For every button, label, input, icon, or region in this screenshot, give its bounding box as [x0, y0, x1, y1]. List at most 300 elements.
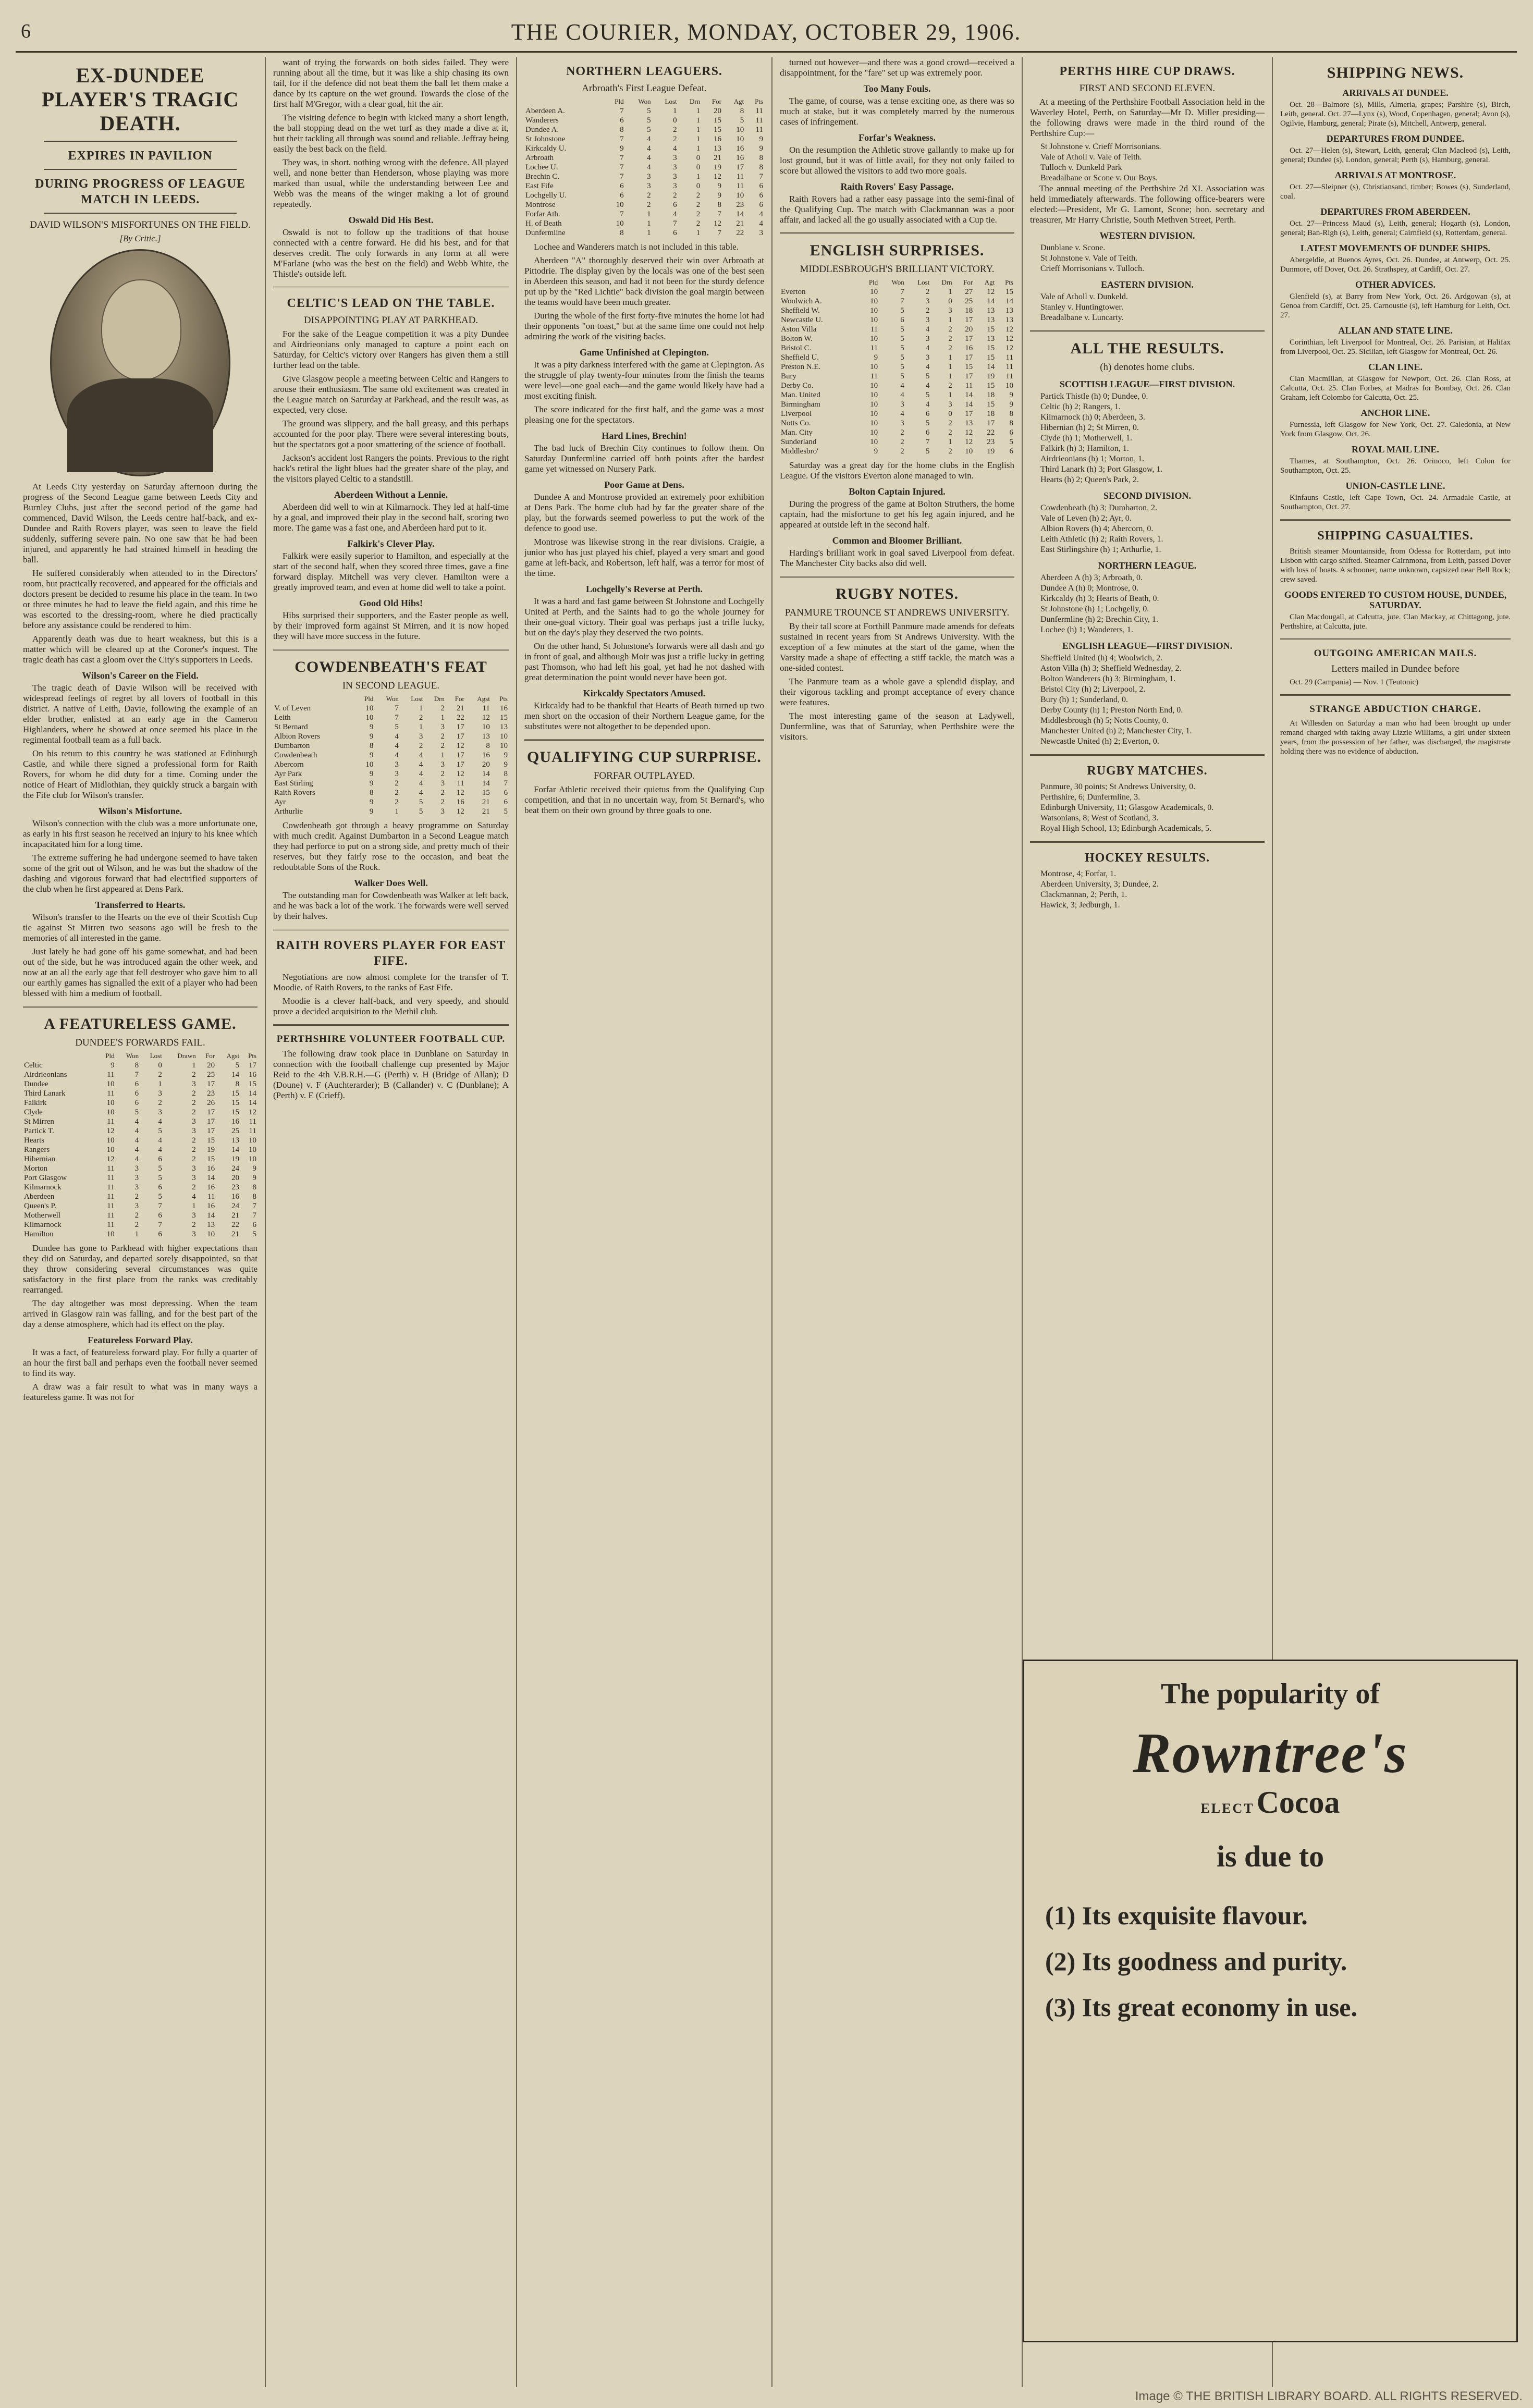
table-cell: 2 [192, 1071, 196, 1079]
table-cell: 17 [456, 723, 464, 731]
list-item: Dunblane v. Scone. [1040, 243, 1106, 252]
article-paragraph: The visiting defence to begin with kicked many a short length, the ball stopping dead on the wet turf as they made a dive at it, but their tackling all through was sound and reliable. Jeffray being easily the best back on the field. [273, 113, 509, 154]
table-cell: 5 [647, 116, 651, 125]
article-paragraph: For the sake of the League competition it was a pity Dundee and Airdrieonians only managed to capture a point each on Saturday, for Celtic's victory over Rangers has given them a still further lead on the table. [273, 329, 509, 370]
list-item: Bolton Wanderers (h) 3; Birmingham, 1. [1040, 674, 1176, 683]
table-cell: Bury [781, 372, 796, 380]
table-row [524, 210, 764, 219]
table-cell: 14 [482, 770, 490, 778]
table-cell: 9 [369, 779, 374, 788]
article-paragraph: Raith Rovers had a rather easy passage into the semi-final of the Qualifying Cup. The match with Clackmannan was a poor affair, and lacked all the go usually associated with a Cup tie. [780, 194, 1014, 225]
article-paragraph: On the other hand, St Johnstone's forwards were all dash and go in front of goal, and although Moir was just a trifle lucky in getting past Thomson, who had left his goal, yet had he not dashed with great determination the point would never have been got. [524, 641, 764, 682]
table-cell: 3 [900, 419, 904, 427]
table-row [780, 390, 1014, 400]
table-cell: 7 [504, 779, 508, 788]
table-cell: 4 [925, 363, 930, 371]
table-cell: 11 [1005, 353, 1013, 362]
table-cell: 2 [900, 428, 904, 437]
table-cell: 9 [1009, 391, 1013, 399]
table-cell: 20 [965, 325, 973, 334]
list-item: Aston Villa (h) 3; Sheffield Wednesday, 2. [1040, 664, 1182, 673]
article-paragraph: The most interesting game of the season at Ladywell, Dunfermline, was that of Saturday, when Perthshire were the visitors. [780, 711, 1014, 742]
table-cell: 15 [231, 1099, 240, 1107]
table-cell: 8 [620, 229, 624, 237]
headline-shipping: SHIPPING NEWS. [1327, 64, 1464, 81]
table-cell: 5 [235, 1061, 240, 1070]
list-item: Hearts (h) 2; Queen's Park, 2. [1040, 475, 1139, 484]
table-cell: 3 [192, 1127, 196, 1135]
table-cell: 20 [482, 760, 490, 769]
table-cell: 11 [107, 1117, 115, 1126]
table-cell: Sheffield U. [781, 353, 819, 362]
table-row [780, 419, 1014, 428]
table-cell: 4 [759, 219, 763, 228]
table-cell: 23 [207, 1089, 215, 1098]
list-item: Vale of Atholl v. Dunkeld. [1040, 292, 1128, 301]
table-row [780, 325, 1014, 334]
table-cell: 10 [500, 732, 508, 741]
table-cell: 6 [1009, 447, 1013, 456]
table-cell: 21 [482, 798, 490, 806]
table-cell: 14 [965, 391, 973, 399]
subheading: ROYAL MAIL LINE. [1352, 444, 1439, 454]
subheading: Wilson's Misfortune. [98, 806, 182, 816]
table-cell: 1 [696, 144, 701, 153]
table-cell: 7 [620, 135, 624, 143]
table-row [273, 751, 509, 760]
subheading: Featureless Forward Play. [88, 1335, 193, 1345]
table-cell: 2 [134, 1211, 139, 1220]
table-cell: 10 [106, 1136, 115, 1145]
table-cell: 5 [900, 344, 904, 352]
list-item: Vale of Leven (h) 2; Ayr, 0. [1040, 514, 1132, 523]
league-table-english [780, 278, 1014, 456]
table-cell: 5 [900, 335, 904, 343]
headline-raith: RAITH ROVERS PLAYER FOR EAST FIFE. [276, 939, 506, 968]
list-item: East Stirlingshire (h) 1; Arthurlie, 1. [1040, 545, 1161, 554]
list-item: Perthshire, 6; Dunfermline, 3. [1040, 793, 1140, 802]
table-cell: 17 [965, 335, 973, 343]
list-item: Royal High School, 13; Edinburgh Academicals, 5. [1040, 824, 1212, 833]
table-cell: 3 [925, 316, 930, 324]
article-paragraph: Montrose was likewise strong in the rear divisions. Craigie, a junior who has just played his chief, played a very smart and good game at left-back, and Robertson, left half, was a terror for most of the time. [524, 537, 764, 578]
article-paragraph: During the progress of the game at Bolton Struthers, the home captain, had the misfortune to get his leg again injured, and he appeared at outside left in the second half. [780, 499, 1014, 530]
table-cell: Middlesbro' [781, 447, 818, 456]
table-cell: 5 [900, 306, 904, 315]
headline-perthshire-cup: PERTHS HIRE CUP DRAWS. [1059, 65, 1235, 78]
ad-point: (2) Its goodness and purity. [1045, 1947, 1347, 1976]
headline-celtic: CELTIC'S LEAD ON THE TABLE. [287, 297, 495, 310]
table-cell: 13 [231, 1136, 240, 1145]
table-cell: 6 [134, 1099, 139, 1107]
table-row [780, 297, 1014, 306]
table-cell: 1 [696, 173, 701, 181]
table-header: For [205, 1052, 215, 1060]
table-cell: 6 [673, 229, 677, 237]
table-cell: 2 [192, 1089, 196, 1098]
table-cell: Hamilton [24, 1230, 54, 1238]
headline-northern: NORTHERN LEAGUERS. [566, 65, 722, 78]
article-paragraph: Wilson's transfer to the Hearts on the eve of their Scottish Cup tie against St Mirren two seasons ago will be fresh to the memories of all interested in the game. [23, 912, 257, 943]
table-cell: 3 [192, 1164, 196, 1173]
table-cell: 8 [759, 154, 763, 162]
table-cell: Rangers [24, 1146, 50, 1154]
subheading: Walker Does Well. [354, 878, 428, 888]
table-cell: 10 [870, 306, 878, 315]
subheading: Poor Game at Dens. [604, 480, 684, 490]
subheading: Good Old Hibs! [359, 598, 423, 608]
article-paragraph: Hibs surprised their supporters, and the Easter people as well, by their improved form against St Mirren, and it is now hoped they will have more success in the future. [273, 610, 509, 641]
ad-brand-rowntree: Rowntree's [1133, 1721, 1408, 1785]
table-row [273, 797, 509, 807]
table-cell: 13 [965, 419, 973, 427]
table-cell: 8 [1009, 410, 1013, 418]
table-cell: 4 [900, 382, 904, 390]
table-cell: 4 [158, 1136, 162, 1145]
table-row [524, 219, 764, 228]
table-cell: 16 [482, 751, 490, 759]
table-row [23, 1126, 257, 1136]
table-cell: 1 [419, 704, 423, 712]
table-cell: 7 [158, 1202, 162, 1210]
table-cell: 2 [948, 344, 952, 352]
table-cell: 2 [440, 789, 445, 797]
table-cell: 7 [900, 288, 904, 296]
list-item: Tulloch v. Dunkeld Park [1040, 163, 1122, 172]
table-cell: 10 [736, 191, 744, 200]
deck: MIDDLESBROUGH'S BRILLIANT VICTORY. [800, 264, 995, 275]
table-cell: 5 [647, 107, 651, 115]
table-cell: 19 [987, 372, 995, 380]
table-row [524, 228, 764, 238]
table-cell: 6 [620, 116, 624, 125]
table-cell: 16 [736, 154, 744, 162]
table-cell: 5 [252, 1230, 256, 1238]
table-cell: 5 [925, 419, 930, 427]
table-row [23, 1117, 257, 1126]
shipping-item: Thames, at Southampton, Oct. 26. Orinoco, left Colon for Southampton, Oct. 25. [1280, 457, 1511, 475]
table-cell: 3 [395, 760, 399, 769]
table-cell: 23 [231, 1183, 240, 1191]
table-cell: 3 [440, 723, 445, 731]
table-cell: 8 [486, 742, 490, 750]
table-row [780, 362, 1014, 372]
table-cell: 5 [925, 372, 930, 380]
table-cell: 4 [192, 1193, 196, 1201]
shipping-item: Oct. 28—Balmore (s), Mills, Almeria, grapes; Parshire (s), Birch, Leith, general. Oct. 27—Lynx (s), Wood, Copenhagen, general; Avon (s), Ogilvie, Hamburg, general; Pirate (s), Mitchell, Antwerp, general. [1280, 101, 1511, 128]
table-cell: 12 [456, 742, 464, 750]
table-row [23, 1183, 257, 1192]
table-header: Lost [665, 97, 677, 105]
table-cell: 7 [134, 1071, 139, 1079]
results-list [1030, 391, 1265, 485]
table-cell: 4 [419, 751, 423, 759]
table-cell: 17 [207, 1108, 215, 1116]
table-cell: 2 [948, 382, 952, 390]
table-cell: 0 [696, 154, 701, 162]
table-cell: 14 [249, 1099, 256, 1107]
table-cell: 14 [207, 1211, 215, 1220]
table-cell: 11 [736, 173, 744, 181]
shipping-item: Glenfield (s), at Barry from New York, Oct. 26. Ardgowan (s), at Genoa from Cardiff, Oct. 25. Carnoustie (s), left Hamburg for Leith, Oct. 27. [1280, 292, 1511, 320]
table-cell: 9 [874, 447, 878, 456]
shipping-item: British steamer Mountainside, from Odessa for Rotterdam, put into Lisbon with cargo shifted. Steamer Cairnmona, from Leith, passed Dover with loss of boats. A schooner, name unknown, capsized near Bell Rock; crew saved. [1280, 547, 1511, 584]
table-cell: 12 [713, 173, 721, 181]
article-paragraph: Apparently death was due to heart weakness, but this is a matter which will be cleared up at the Coroner's inquest. The tragic death has cast a gloom over the City's supporters in Leeds. [23, 634, 257, 665]
deck: DURING PROGRESS OF LEAGUE MATCH IN LEEDS. [35, 177, 246, 206]
table-cell: 5 [419, 807, 423, 816]
table-cell: 3 [948, 400, 952, 409]
table-row [23, 1211, 257, 1220]
list-item: St Johnstone v. Crieff Morrisonians. [1040, 142, 1161, 151]
table-cell: Notts Co. [781, 419, 811, 427]
table-row [273, 713, 509, 722]
results-list [1030, 653, 1265, 747]
table-cell: 3 [673, 154, 677, 162]
table-cell: 13 [987, 306, 995, 315]
table-cell: Dundee [24, 1080, 48, 1088]
table-header [780, 278, 859, 287]
table-cell: 10 [106, 1108, 115, 1116]
table-cell: 14 [249, 1089, 256, 1098]
results-list [1030, 503, 1265, 555]
shipping-item: Abergeldie, at Buenos Ayres, Oct. 26. Dundee, at Antwerp, Oct. 25. Dunmore, off Dover, Oct. 26. Strathspey, at Cardiff, Oct. 27. [1280, 256, 1511, 274]
table-cell: 8 [369, 742, 374, 750]
table-cell: 10 [365, 704, 374, 712]
table-row [780, 437, 1014, 447]
table-cell: 21 [482, 807, 490, 816]
league-table-northern [524, 97, 764, 238]
table-header: Lost [917, 278, 930, 286]
table-cell: 12 [965, 438, 973, 446]
masthead [16, 15, 1517, 53]
table-cell: 6 [759, 182, 763, 190]
table-header: Won [126, 1052, 139, 1060]
table-cell: 4 [900, 410, 904, 418]
table-row [23, 1173, 257, 1183]
table-header: Agt [733, 97, 744, 105]
column-1 [16, 57, 265, 2387]
table-cell: 6 [900, 316, 904, 324]
deck: DISAPPOINTING PLAY AT PARKHEAD. [303, 315, 479, 326]
table-cell: 3 [948, 306, 952, 315]
table-cell: 4 [158, 1117, 162, 1126]
table-cell: 1 [696, 135, 701, 143]
subheading: Wilson's Career on the Field. [82, 670, 199, 681]
table-cell: Hibernian [24, 1155, 55, 1163]
table-row [780, 353, 1014, 362]
table-cell: 14 [231, 1071, 240, 1079]
list-item: Hawick, 3; Jedburgh, 1. [1040, 901, 1120, 910]
table-cell: 11 [736, 182, 744, 190]
subheading: Too Many Fouls. [863, 83, 931, 94]
table-cell: 2 [158, 1099, 162, 1107]
headline-perthshire-volunteer: PERTHSHIRE VOLUNTEER FOOTBALL CUP. [276, 1034, 506, 1045]
table-row [780, 306, 1014, 315]
table-cell: 6 [158, 1230, 162, 1238]
table-header: Won [386, 695, 399, 703]
table-cell: 10 [207, 1230, 215, 1238]
table-cell: 1 [440, 751, 445, 759]
table-header: Pts [755, 97, 763, 105]
table-cell: 10 [106, 1146, 115, 1154]
table-cell: 9 [717, 182, 721, 190]
table-cell: 10 [616, 219, 624, 228]
table-cell: 5 [647, 126, 651, 134]
table-cell: Preston N.E. [781, 363, 821, 371]
table-cell: 2 [192, 1155, 196, 1163]
table-cell: 1 [395, 807, 399, 816]
table-cell: 10 [870, 400, 878, 409]
table-cell: 10 [365, 714, 374, 722]
subheading: Forfar's Weakness. [859, 132, 936, 143]
subheading: UNION-CASTLE LINE. [1345, 481, 1445, 491]
list-item: Newcastle United (h) 2; Everton, 0. [1040, 737, 1159, 746]
table-cell: 24 [231, 1202, 240, 1210]
article-paragraph: At a meeting of the Perthshire Football Association held in the Waverley Hotel, Perth, on Saturday—Mr D. Miller presiding—the following draws were made in the third round of the Perthshire Cup:— [1030, 97, 1265, 138]
table-cell: Lochee U. [525, 163, 558, 171]
newspaper-title: THE COURIER, MONDAY, OCTOBER 29, 1906. [511, 19, 1022, 45]
list-item: Vale of Atholl v. Vale of Teith. [1040, 153, 1142, 162]
table-cell: 4 [134, 1136, 139, 1145]
table-row [780, 315, 1014, 325]
article-paragraph: It was a pity darkness interfered with the game at Clepington. As the struggle of play twenty-four minutes from the finish the teams were level—one goal each—and the game would likely have had a most exciting finish. [524, 360, 764, 401]
table-row [780, 372, 1014, 381]
table-cell: 19 [713, 163, 721, 171]
table-row [23, 1154, 257, 1164]
table-cell: 7 [252, 1211, 256, 1220]
table-cell: 6 [134, 1089, 139, 1098]
table-cell: 4 [419, 789, 423, 797]
list-item: Lochee (h) 1; Wanderers, 1. [1040, 625, 1133, 634]
table-cell: Dunfermline [525, 229, 566, 237]
table-cell: 6 [620, 182, 624, 190]
list-item: Aberdeen University, 3; Dundee, 2. [1040, 880, 1159, 889]
table-header: Pts [248, 1052, 256, 1060]
table-cell: 17 [456, 751, 464, 759]
list-item: St Johnstone (h) 1; Lochgelly, 0. [1040, 605, 1149, 613]
table-cell: 10 [482, 723, 490, 731]
table-cell: 2 [696, 201, 701, 209]
table-cell: 9 [369, 723, 374, 731]
table-header: Won [891, 278, 904, 286]
table-cell: 2 [134, 1193, 139, 1201]
article-paragraph: The annual meeting of the Perthshire 2d XI. Association was held immediately afterwards. The following office-bearers were elected:—President, Mr G. Lamont, Scone; hon. secretary and treasurer, Mr Harry Christie, South Methven Street, Perth. [1030, 183, 1265, 225]
table-cell: Celtic [24, 1061, 43, 1070]
table-cell: 1 [192, 1202, 196, 1210]
table-cell: 17 [207, 1117, 215, 1126]
table-cell: 13 [987, 335, 995, 343]
article-paragraph: want of trying the forwards on both sides failed. They were running about all the time, but it was like a ship chasing its own tail, for if the defence did not beat them the ball let them make a dance by its capture on the wet ground. Towards the close of the first half M'Gregor, with a clear goal, hit the air. [273, 57, 509, 109]
table-cell: 1 [158, 1080, 162, 1088]
table-cell: 10 [870, 391, 878, 399]
table-cell: 2 [192, 1221, 196, 1229]
table-cell: 14 [736, 210, 744, 218]
deck: FIRST AND SECOND ELEVEN. [1079, 83, 1216, 94]
table-cell: Abercorn [274, 760, 304, 769]
table-cell: 15 [987, 325, 995, 334]
table-cell: H. of Beath [525, 219, 562, 228]
article-paragraph: He suffered considerably when attended to in the Directors' room, but practically recovered, and appeared for the officials and doctors present be decided to resume his place in the team. In two or three minutes he had to leave the field again, and this time he was escorted to the dressing-room, where he died practically before any assistance could be rendered to him. [23, 568, 257, 630]
table-cell: 10 [870, 316, 878, 324]
table-cell: 1 [134, 1230, 139, 1238]
table-cell: 3 [925, 353, 930, 362]
table-row [23, 1108, 257, 1117]
table-cell: 10 [616, 201, 624, 209]
column-3 [517, 57, 771, 2387]
table-cell: 7 [900, 297, 904, 305]
table-cell: 10 [1005, 382, 1013, 390]
table-cell: St Mirren [24, 1117, 54, 1126]
table-cell: Third Lanark [24, 1089, 66, 1098]
table-cell: 13 [482, 732, 490, 741]
table-cell: 11 [107, 1202, 115, 1210]
article-paragraph: The bad luck of Brechin City continues to follow them. On Saturday Dunfermline carried off both points after the hardest game yet witnessed on Nursery Park. [524, 443, 764, 474]
table-cell: 13 [500, 723, 508, 731]
table-cell: 15 [207, 1155, 215, 1163]
table-cell: 2 [134, 1221, 139, 1229]
table-cell: Kilmarnock [24, 1221, 62, 1229]
table-cell: 11 [107, 1174, 115, 1182]
table-cell: 1 [696, 116, 701, 125]
table-cell: 2 [673, 135, 677, 143]
table-cell: 11 [107, 1221, 115, 1229]
table-cell: Birmingham [781, 400, 820, 409]
table-cell: 12 [987, 288, 995, 296]
table-row [273, 741, 509, 751]
table-cell: 1 [696, 126, 701, 134]
table-row [780, 343, 1014, 353]
table-cell: 17 [207, 1127, 215, 1135]
table-cell: 10 [500, 742, 508, 750]
draw-list [1030, 142, 1265, 183]
table-cell: 23 [736, 201, 744, 209]
table-cell: 1 [647, 219, 651, 228]
table-cell: 16 [500, 704, 508, 712]
table-cell: V. of Leven [274, 704, 311, 712]
table-cell: 10 [870, 410, 878, 418]
table-cell: 7 [673, 219, 677, 228]
headline-featureless: A FEATURELESS GAME. [44, 1015, 237, 1033]
table-cell: 8 [252, 1183, 256, 1191]
table-row [780, 381, 1014, 390]
table-cell: 8 [134, 1061, 139, 1070]
table-cell: Liverpool [781, 410, 812, 418]
article-paragraph: Negotiations are now almost complete for the transfer of T. Moodie, of Raith Rovers, to the ranks of East Fife. [273, 972, 509, 992]
subheading: WESTERN DIVISION. [1099, 230, 1195, 241]
subheading: ANCHOR LINE. [1360, 408, 1430, 418]
table-cell: 2 [900, 438, 904, 446]
table-cell: 9 [717, 191, 721, 200]
table-cell: 0 [696, 182, 701, 190]
table-cell: 11 [107, 1211, 115, 1220]
table-row [273, 769, 509, 779]
list-item: Derby County (h) 1; Preston North End, 0. [1040, 706, 1183, 715]
table-cell: 17 [207, 1080, 215, 1088]
table-cell: 2 [696, 210, 701, 218]
table-cell: 3 [192, 1080, 196, 1088]
table-cell: 8 [252, 1193, 256, 1201]
deck: DAVID WILSON'S MISFORTUNES ON THE FIELD. [30, 219, 251, 230]
headline-hockey: HOCKEY RESULTS. [1085, 851, 1210, 865]
table-cell: 8 [759, 163, 763, 171]
table-cell: 21 [231, 1211, 240, 1220]
list-item: Dundee A (h) 0; Montrose, 0. [1040, 584, 1138, 593]
table-cell: Bolton W. [781, 335, 813, 343]
table-cell: 16 [207, 1164, 215, 1173]
table-cell: 27 [965, 288, 973, 296]
article-paragraph: Jackson's accident lost Rangers the points. Previous to the right back's retiral the light blues had the greater share of the play, and the visitors played Celtic to a standstill. [273, 453, 509, 484]
